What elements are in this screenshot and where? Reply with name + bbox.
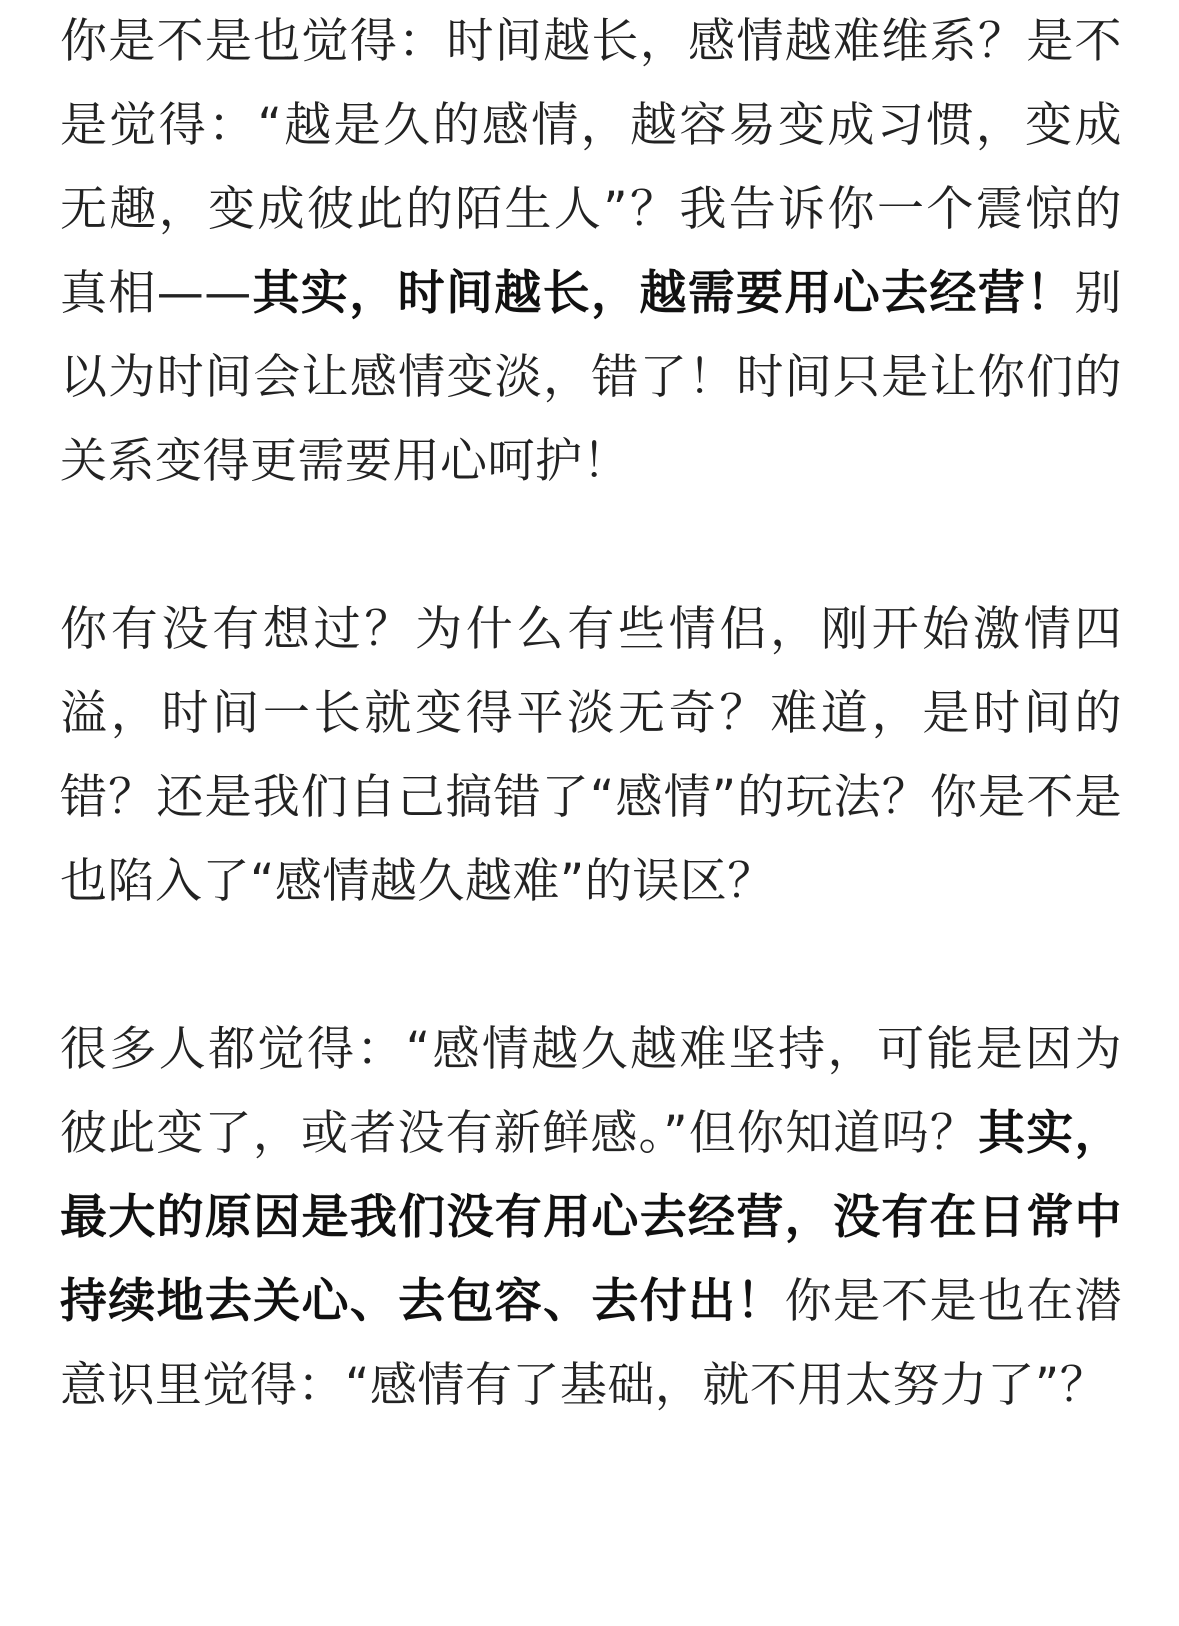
- paragraph-1-bold-text: 其实，时间越长，越需要用心去经营！: [251, 266, 1075, 321]
- paragraph-3-bold-text: 其实，最大的原因是我们没有用心去经营，没有在日常中持续地去关心、去包容、去付出！: [60, 1106, 1122, 1329]
- paragraph-3: [60, 1008, 1122, 1428]
- paragraph-1-text-start: 你是不是也觉得：时间越长，感情越难维系？是不是觉得：“越是久的感情，越容易变成习惯，变成无趣，变成彼此的陌生人”？我告诉你一个震惊的真相——: [60, 14, 1122, 321]
- paragraph-2-text: 你有没有想过？为什么有些情侣，刚开始激情四溢，时间一长就变得平淡无奇？难道，是时间的错？还是我们自己搞错了“感情”的玩法？你是不是也陷入了“感情越久越难”的误区？: [60, 602, 1122, 909]
- paragraph-3-text-start: 很多人都觉得：“感情越久越难坚持，可能是因为彼此变了，或者没有新鲜感。”但你知道吗？: [60, 1022, 1122, 1161]
- paragraph-1-text-end: 别以为时间会让感情变淡，错了！时间只是让你们的关系变得更需要用心呵护！: [60, 266, 1123, 489]
- article-body: [60, 0, 1122, 1428]
- paragraph-3-text-end: 你是不是也在潜意识里觉得：“感情有了基础，就不用太努力了”？: [60, 1274, 1123, 1413]
- paragraph-2: [60, 588, 1122, 924]
- paragraph-1: [60, 0, 1122, 504]
